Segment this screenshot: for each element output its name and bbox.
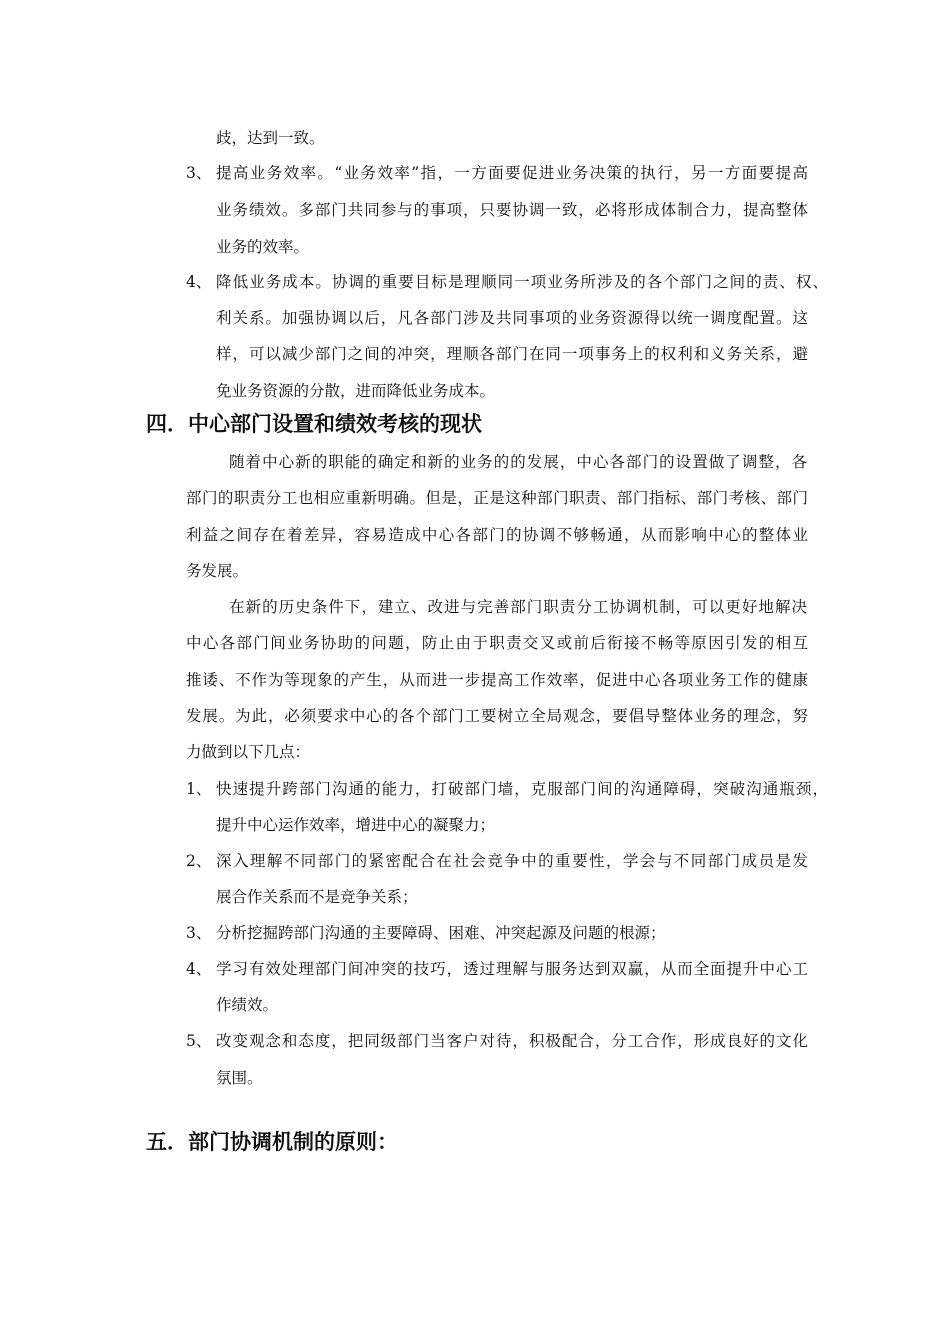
paragraph-line: 发展。为此，必须要求中心的各个部门工要树立全局观念，要倡导整体业务的理念，努 — [186, 707, 809, 725]
paragraph-line: 力做到以下几点： — [186, 743, 311, 761]
paragraph-line: 中心各部门间业务协助的问题，防止由于职责交叉或前后衔接不畅等原因引发的相互 — [186, 634, 810, 652]
list-item-line: 展合作关系而不是竞争关系； — [216, 888, 418, 906]
list-item-line: 业务绩效。多部门共同参与的事项，只要协调一致，必将形成体制合力，提高整体 — [216, 201, 809, 219]
paragraph-line: 随着中心新的职能的确定和新的业务的的发展，中心各部门的设置做了调整，各 — [229, 453, 809, 471]
paragraph-line: 利益之间存在着差异，容易造成中心各部门的协调不够畅通，从而影响中心的整体业 — [186, 526, 810, 544]
section-heading: 四．中心部门设置和绩效考核的现状 — [146, 412, 482, 436]
list-item-number: 1、 — [186, 780, 212, 798]
list-item-line: 降低业务成本。协调的重要目标是理顺同一项业务所涉及的各个部门之间的责、权、 — [216, 273, 830, 291]
list-item-line: 业务的效率。 — [216, 238, 310, 256]
list-item-line: 改变观念和态度，把同级部门当客户对待，积极配合，分工合作，形成良好的文化 — [216, 1032, 809, 1050]
list-item-line: 深入理解不同部门的紧密配合在社会竞争中的重要性，学会与不同部门成员是发 — [216, 852, 810, 870]
list-item-number: 3、 — [186, 164, 212, 182]
list-item-line: 学习有效处理部门间冲突的技巧，透过理解与服务达到双赢，从而全面提升中心工 — [216, 960, 809, 978]
paragraph-line: 推诿、不作为等现象的产生，从而进一步提高工作效率，促进中心各项业务工作的健康 — [186, 671, 809, 689]
section-heading: 五．部门协调机制的原则： — [146, 1130, 398, 1154]
paragraph-line: 在新的历史条件下，建立、改进与完善部门职责分工协调机制，可以更好地解决 — [229, 598, 809, 616]
list-item-line: 利关系。加强协调以后，凡各部门涉及共同事项的业务资源得以统一调度配置。这 — [216, 309, 809, 327]
list-item-line: 样，可以减少部门之间的冲突，理顺各部门在同一项事务上的权利和义务关系，避 — [216, 345, 809, 363]
list-item-line: 提升中心运作效率，增进中心的凝聚力； — [216, 816, 496, 834]
list-item-line: 免业务资源的分散，进而降低业务成本。 — [216, 382, 496, 400]
list-item-number: 3、 — [186, 924, 212, 942]
continued-text-line: 歧，达到一致。 — [216, 129, 325, 147]
list-item-line: 氛围。 — [216, 1069, 263, 1087]
list-item-line: 作绩效。 — [216, 996, 279, 1014]
list-item-line: 快速提升跨部门沟通的能力，打破部门墙，克服部门间的沟通障碍，突破沟通瓶颈， — [216, 780, 830, 798]
list-item-number: 2、 — [186, 852, 212, 870]
paragraph-line: 部门的职责分工也相应重新明确。但是，正是这种部门职责、部门指标、部门考核、部门 — [186, 489, 809, 507]
list-item-line: 提高业务效率。“业务效率”指，一方面要促进业务决策的执行，另一方面要提高 — [216, 164, 810, 182]
list-item-number: 4、 — [186, 273, 212, 291]
list-item-number: 4、 — [186, 960, 212, 978]
list-item-number: 5、 — [186, 1032, 212, 1050]
paragraph-line: 务发展。 — [186, 562, 249, 580]
list-item-line: 分析挖掘跨部门沟通的主要障碍、困难、冲突起源及问题的根源； — [216, 924, 666, 942]
